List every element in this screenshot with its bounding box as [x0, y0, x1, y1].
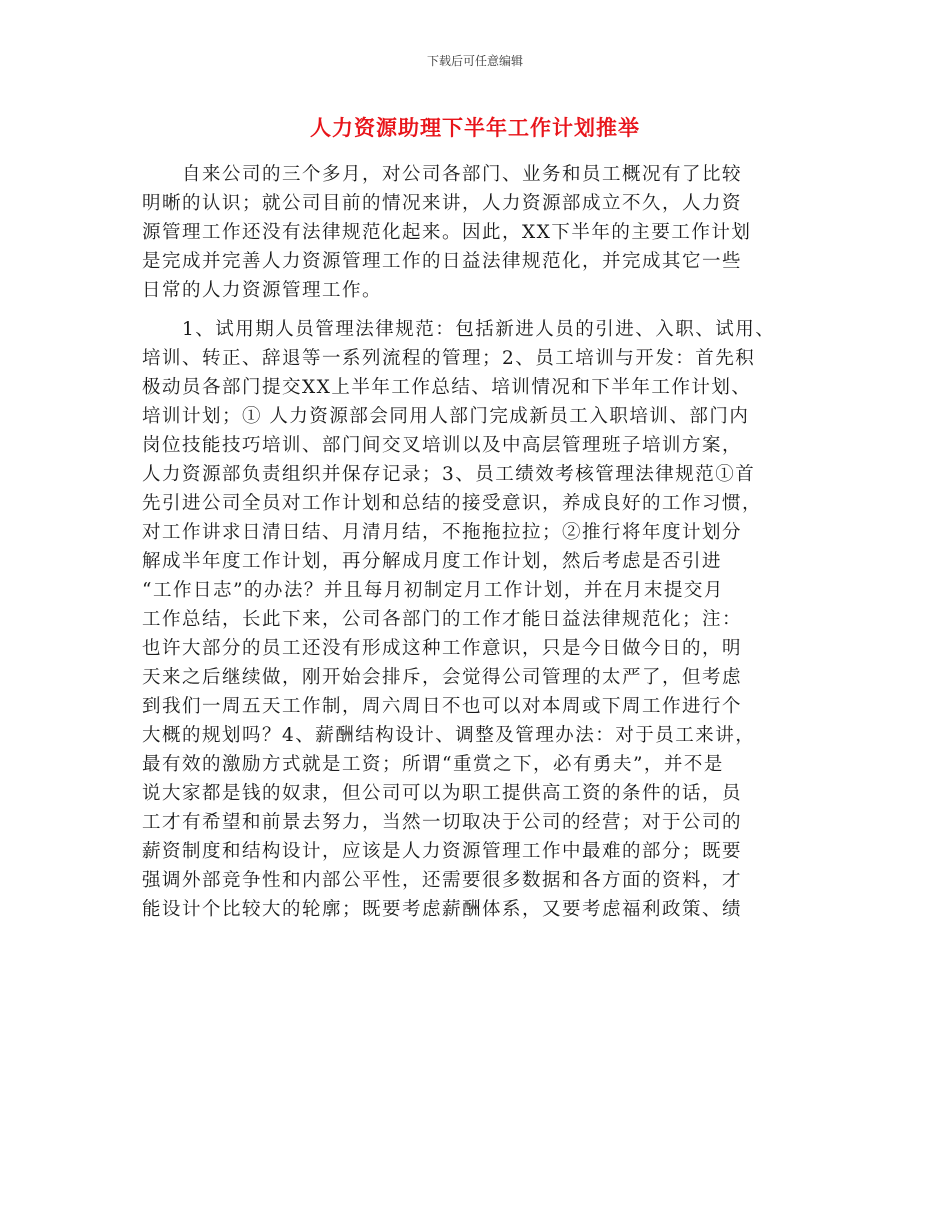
- document-body: [142, 160, 822, 924]
- document-title: 人力资源助理下半年工作计划推举: [310, 116, 640, 140]
- paragraph-2-line-16: 最有效的激励方式就是工资；所谓“重赏之下，必有勇夫”，并不是: [142, 754, 724, 775]
- paragraph-1-line-5: 日常的人力资源管理工作。: [142, 280, 383, 301]
- page-header-note: 下载后可任意编辑: [426, 54, 523, 68]
- paragraph-2-line-6: 人力资源部负责组织并保存记录；3、员工绩效考核管理法律规范①首: [142, 464, 756, 485]
- paragraph-2-line-17: 说大家都是钱的奴隶，但公司可以为职工提供高工资的条件的话，员: [142, 783, 743, 804]
- paragraph-2-line-5: 岗位技能技巧培训、部门间交叉培训以及中高层管理班子培训方案，: [142, 435, 743, 456]
- paragraph-2-line-15: 大概的规划吗？4、薪酬结构设计、调整及管理办法：对于员工来讲，: [142, 725, 756, 746]
- paragraph-2-line-9: 解成半年度工作计划，再分解成月度工作计划，然后考虑是否引进: [142, 551, 723, 572]
- paragraph-2-line-4: 培训计划；① 人力资源部会同用人部门完成新员工入职培训、部门内: [142, 406, 750, 427]
- paragraph-2-line-3: 极动员各部门提交XX上半年工作总结、培训情况和下半年工作计划、: [142, 377, 752, 398]
- paragraph-2-line-14: 到我们一周五天工作制，周六周日不也可以对本周或下周工作进行个: [142, 696, 743, 717]
- paragraph-2-line-2: 培训、转正、辞退等一系列流程的管理；2、员工培训与开发：首先积: [142, 348, 756, 369]
- paragraph-2-line-8: 对工作讲求日清日结、月清月结，不拖拖拉拉；②推行将年度计划分: [142, 522, 743, 543]
- paragraph-1-line-3: 源管理工作还没有法律规范化起来。因此，XX下半年的主要工作计划: [142, 222, 752, 243]
- paragraph-2-line-21: 能设计个比较大的轮廓；既要考虑薪酬体系，又要考虑福利政策、绩: [142, 899, 743, 920]
- paragraph-1-line-4: 是完成并完善人力资源管理工作的日益法律规范化，并完成其它一些: [142, 251, 743, 272]
- paragraph-1-line-2: 明晰的认识；就公司目前的情况来讲，人力资源部成立不久，人力资: [142, 193, 743, 214]
- paragraph-1-line-1: 自来公司的三个多月，对公司各部门、业务和员工概况有了比较: [182, 164, 743, 185]
- paragraph-2-line-12: 也许大部分的员工还没有形成这种工作意识，只是今日做今日的，明: [142, 638, 743, 659]
- paragraph-2-line-7: 先引进公司全员对工作计划和总结的接受意识，养成良好的工作习惯，: [142, 493, 763, 514]
- paragraph-2-line-1: 1、试用期人员管理法律规范：包括新进人员的引进、入职、试用、: [182, 319, 776, 340]
- paragraph-2-line-11: 工作总结，长此下来，公司各部门的工作才能日益法律规范化；注：: [142, 609, 743, 630]
- paragraph-2-line-13: 天来之后继续做，刚开始会排斥，会觉得公司管理的太严了，但考虑: [142, 667, 743, 688]
- paragraph-2-line-10: “工作日志”的办法？并且每月初制定月工作计划，并在月末提交月: [142, 580, 724, 601]
- paragraph-2-line-19: 薪资制度和结构设计，应该是人力资源管理工作中最难的部分；既要: [142, 841, 743, 862]
- paragraph-2-line-20: 强调外部竞争性和内部公平性，还需要很多数据和各方面的资料，才: [142, 870, 743, 891]
- paragraph-2-line-18: 工才有希望和前景去努力，当然一切取决于公司的经营；对于公司的: [142, 812, 743, 833]
